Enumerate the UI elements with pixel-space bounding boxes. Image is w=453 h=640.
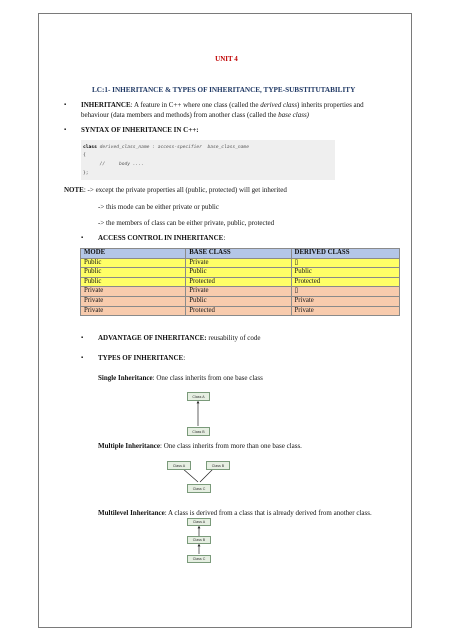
code-signature: derived_class_name : access-specifier base_class_name	[96, 145, 249, 150]
note-line-1	[64, 185, 287, 195]
inheritance-term: INHERITANCE	[81, 101, 131, 109]
header-base-class: BASE CLASS	[186, 249, 291, 259]
table-row	[81, 296, 400, 306]
lc-heading: LC:1- INHERITANCE & TYPES OF INHERITANCE, TYPE-SUBSTITUTABILITY	[92, 86, 356, 94]
table-row	[81, 306, 400, 316]
bullet-icon: ▪	[64, 127, 67, 133]
table-row	[81, 277, 400, 287]
single-class-b-box: Class B	[187, 427, 210, 436]
code-line-1	[83, 145, 249, 150]
code-line-2: {	[83, 153, 86, 158]
derived-class-term: derived class	[260, 101, 297, 109]
bullet-icon: ▪	[81, 355, 84, 361]
advantage-line	[98, 333, 260, 343]
types-heading	[98, 353, 185, 363]
multilevel-class-a-box: Class A	[187, 518, 211, 526]
note-label: NOTE	[64, 186, 84, 194]
header-mode: MODE	[81, 249, 186, 259]
cell-derived: Public	[291, 268, 399, 278]
cell-derived: Private	[291, 306, 399, 316]
bullet-icon: ▪	[81, 235, 84, 241]
cell-derived: ▯	[291, 287, 399, 297]
note-line-3: -> the members of class can be either private, public, protected	[98, 219, 275, 227]
multiple-class-c-box: Class C	[187, 484, 211, 493]
code-keyword: class	[83, 145, 97, 150]
single-text: : One class inherits from one base class	[152, 374, 263, 382]
multilevel-class-c-box: Class C	[187, 555, 211, 563]
access-heading-colon: :	[223, 234, 226, 242]
cell-base: Protected	[186, 277, 291, 287]
header-derived-class: DERIVED CLASS	[291, 249, 399, 259]
multiple-term: Multiple Inheritance	[98, 442, 161, 450]
cell-mode: Public	[81, 277, 186, 287]
inheritance-definition	[81, 100, 411, 120]
unit-title: UNIT 4	[215, 55, 238, 63]
cell-derived: Protected	[291, 277, 399, 287]
bullet-icon: ▪	[81, 335, 84, 341]
cell-derived: ▯	[291, 258, 399, 268]
cell-mode: Private	[81, 296, 186, 306]
cell-mode: Private	[81, 287, 186, 297]
cell-mode: Public	[81, 258, 186, 268]
access-heading-term: ACCESS CONTROL IN INHERITANCE	[98, 234, 224, 242]
note-text-1: : -> except the private properties all (public, protected) will get inherited	[83, 186, 287, 194]
advantage-term: ADVANTAGE OF INHERITANCE:	[98, 334, 207, 342]
cell-base: Protected	[186, 306, 291, 316]
single-term: Single Inheritance	[98, 374, 153, 382]
table-row	[81, 258, 400, 268]
cell-base: Public	[186, 268, 291, 278]
multilevel-text: : A class is derived from a class that is already derived from another class.	[164, 509, 372, 517]
syntax-heading: SYNTAX OF INHERITANCE IN C++:	[81, 126, 199, 134]
single-class-a-box: Class A	[187, 392, 210, 401]
multilevel-class-b-box: Class B	[187, 536, 211, 544]
table-row	[81, 287, 400, 297]
access-heading	[98, 233, 225, 243]
single-inheritance-line	[98, 373, 263, 383]
inheritance-text-2: ) inherits properties and	[296, 101, 364, 109]
multilevel-inheritance-line	[98, 508, 372, 518]
cell-base: Public	[186, 296, 291, 306]
multiple-class-a-box: Class A	[167, 461, 191, 470]
multilevel-term: Multilevel Inheritance	[98, 509, 165, 517]
cell-mode: Private	[81, 306, 186, 316]
note-line-2: -> this mode can be either private or public	[98, 203, 219, 211]
cell-mode: Public	[81, 268, 186, 278]
table-header-row	[81, 249, 400, 259]
table-row	[81, 268, 400, 278]
multiple-class-b-box: Class B	[206, 461, 230, 470]
inheritance-text-3: behaviour (data members and methods) from another class (called the	[81, 111, 279, 119]
code-line-4: };	[83, 171, 89, 176]
base-class-term: base class)	[278, 111, 310, 119]
multiple-text: : One class inherits from more than one base class.	[160, 442, 302, 450]
cell-base: Private	[186, 258, 291, 268]
access-control-table	[80, 248, 400, 316]
inheritance-text-1: : A feature in C++ where one class (called the	[130, 101, 261, 109]
cell-base: Private	[186, 287, 291, 297]
advantage-text: reusability of code	[206, 334, 261, 342]
multiple-inheritance-line	[98, 441, 302, 451]
cell-derived: Private	[291, 296, 399, 306]
code-line-3: // body ....	[83, 162, 144, 167]
types-heading-term: TYPES OF INHERITANCE	[98, 354, 184, 362]
bullet-icon: ▪	[64, 102, 67, 108]
types-heading-colon: :	[183, 354, 186, 362]
code-block	[81, 140, 335, 180]
